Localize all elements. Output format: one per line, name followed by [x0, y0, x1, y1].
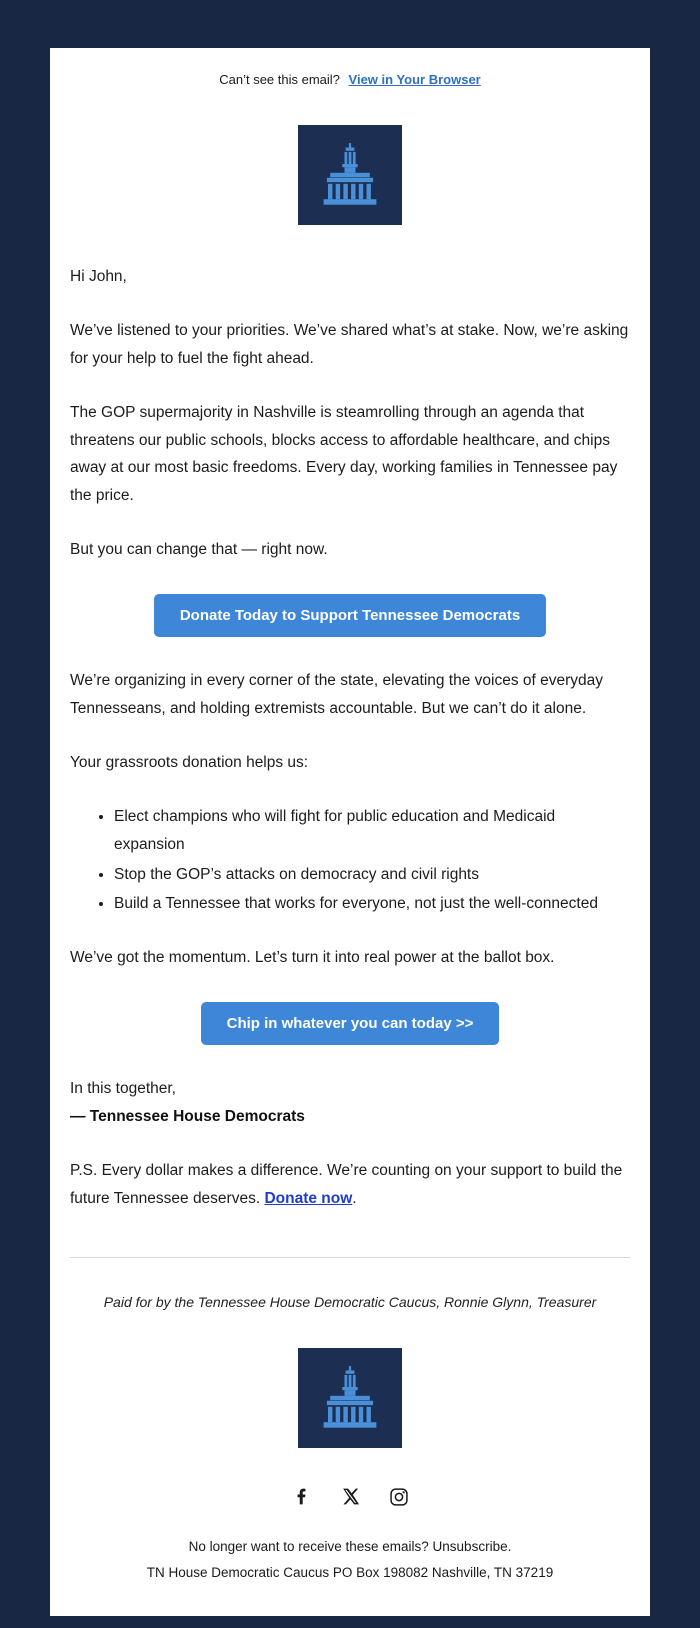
paragraph-3: But you can change that — right now.	[70, 541, 328, 559]
mailing-address: TN House Democratic Caucus PO Box 198082 Nashville, TN 37219	[146, 1565, 554, 1581]
footer-text	[70, 1534, 630, 1587]
capitol-building-icon	[317, 142, 383, 208]
org-logo	[298, 125, 402, 225]
paragraph-2: The GOP supermajority in Nashville is steamrolling through an agenda that threatens our public schools, blocks access to affordable healthcare, and chips away at our most basic freedoms. Every day, working families in Tennessee pay the price.	[70, 403, 618, 505]
org-logo-footer	[298, 1348, 402, 1448]
facebook-link[interactable]	[290, 1486, 312, 1508]
list-item: • Stop the GOP’s attacks on democracy and civil rights	[114, 861, 630, 889]
paragraph-1: We’ve listened to your priorities. We’ve shared what’s at stake. Now, we’re asking for your help to fuel the fight ahead.	[70, 321, 629, 367]
closing-block	[70, 1075, 630, 1131]
instagram-link[interactable]	[388, 1486, 410, 1508]
ps-period: .	[352, 1189, 357, 1207]
divider	[70, 1257, 630, 1258]
bullet-list	[70, 803, 630, 919]
unsubscribe-prefix: No longer want to receive these emails?	[188, 1538, 429, 1554]
unsubscribe-line	[70, 1534, 630, 1560]
closing-text: In this together,	[70, 1080, 176, 1098]
greeting: Hi John,	[70, 268, 127, 285]
paid-for-disclaimer: Paid for by the Tennessee House Democratic Caucus, Ronnie Glynn, Treasurer	[103, 1293, 597, 1310]
view-in-browser-link[interactable]: View in Your Browser	[348, 72, 481, 87]
social-links	[70, 1486, 630, 1508]
ps-paragraph	[70, 1157, 630, 1213]
email-body-card	[50, 48, 650, 1616]
unsubscribe-link[interactable]: Unsubscribe.	[432, 1538, 512, 1554]
x-link[interactable]	[339, 1486, 361, 1508]
signature: — Tennessee House Democrats	[70, 1108, 305, 1126]
instagram-icon	[389, 1487, 409, 1507]
paragraph-6: We’ve got the momentum. Let’s turn it into real power at the ballot box.	[70, 949, 555, 967]
donate-now-link[interactable]: Donate now	[264, 1189, 353, 1207]
ps-text: P.S. Every dollar makes a difference. We’re counting on your support to build the future Tennessee deserves.	[70, 1162, 623, 1207]
donate-today-button[interactable]: Donate Today to Support Tennessee Democrats	[154, 594, 546, 637]
capitol-building-icon	[317, 1365, 383, 1431]
paragraph-5: Your grassroots donation helps us:	[70, 753, 309, 771]
facebook-icon	[292, 1487, 311, 1506]
chip-in-button[interactable]: Chip in whatever you can today >>	[201, 1002, 500, 1045]
preheader-text: Can’t see this email?	[219, 72, 340, 87]
paragraph-4: We’re organizing in every corner of the state, elevating the voices of everyday Tennesseans, and holding extremists accountable. But we can’t do it alone.	[70, 672, 604, 718]
preheader	[70, 72, 630, 87]
list-item: • Build a Tennessee that works for everyone, not just the well-connected	[114, 890, 630, 918]
x-icon	[341, 1487, 360, 1506]
list-item: • Elect champions who will fight for public education and Medicaid expansion	[114, 803, 630, 859]
